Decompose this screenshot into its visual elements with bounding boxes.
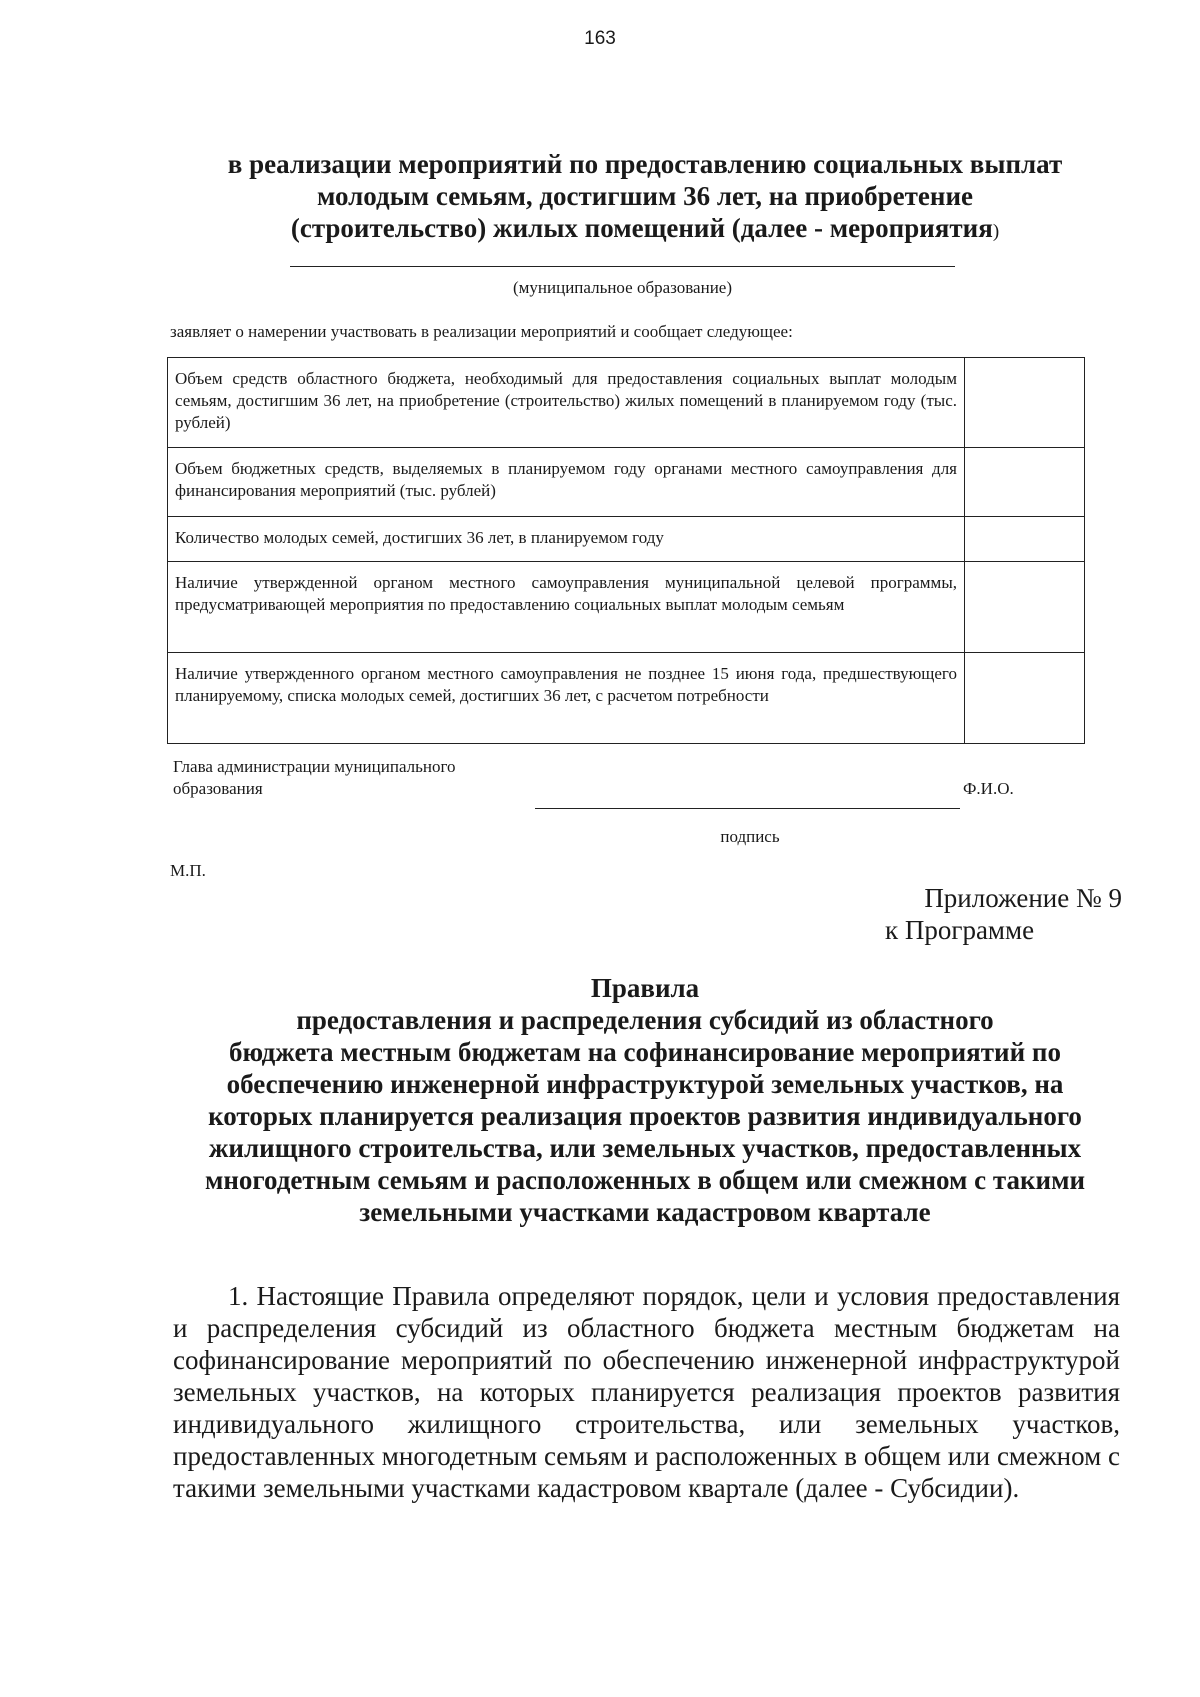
row-label: Объем средств областного бюджета, необходимый для предоставления социальных выплат молодым семьям, достигшим 36 лет, на приобретение (строительство) жилых помещений в планируемом году (тыс. рублей) — [168, 358, 965, 448]
signer-position — [173, 756, 456, 800]
stamp-label: М.П. — [170, 861, 206, 880]
row-value[interactable] — [965, 653, 1085, 744]
row-value[interactable] — [965, 448, 1085, 517]
signature-line[interactable] — [535, 808, 960, 809]
row-label: Количество молодых семей, достигших 36 лет, в планируемом году — [168, 517, 965, 562]
table-row — [168, 517, 1085, 562]
form-heading-line: (строительство) жилых помещений (далее - мероприятия) — [290, 213, 1000, 243]
signer-position-line: Глава администрации муниципального — [173, 757, 456, 776]
form-heading — [160, 148, 1130, 248]
row-label: Наличие утвержденной органом местного самоуправления муниципальной целевой программы, предусматривающей мероприятия по предоставлению социальных выплат молодым семьям — [168, 562, 965, 653]
rules-title-line: земельными участками кадастровом квартале — [359, 1197, 931, 1227]
paragraph-1: 1. Настоящие Правила определяют порядок, цели и условия предоставления и распределения субсидий из областного бюджета местным бюджетам на софинансирование мероприятий по обеспечению инженерной инфраструктурой земельных участков, на которых планируется реализация проектов развития индивидуального жилищного строительства, или земельных участков, предоставленных многодетным семьям и расположенных в общем или смежном с такими земельными участками кадастровом квартале (далее - Субсидии). — [173, 1281, 1120, 1503]
row-label: Наличие утвержденного органом местного самоуправления не позднее 15 июня года, предшествующего планируемому, списка молодых семей, достигших 36 лет, с расчетом потребности — [168, 653, 965, 744]
fio-label: Ф.И.О. — [963, 779, 1014, 798]
rules-title-line: Правила — [590, 973, 700, 1003]
appendix-number: Приложение № 9 — [924, 883, 1122, 913]
form-heading-tail: ) — [992, 221, 1000, 242]
form-heading-line: в реализации мероприятий по предоставлению социальных выплат — [227, 149, 1063, 179]
application-table — [167, 357, 1085, 744]
intro-line: заявляет о намерении участвовать в реализации мероприятий и сообщает следующее: — [170, 322, 793, 341]
appendix-program: к Программе — [885, 915, 1035, 945]
row-label: Объем бюджетных средств, выделяемых в планируемом году органами местного самоуправления для финансирования мероприятий (тыс. рублей) — [168, 448, 965, 517]
row-value[interactable] — [965, 562, 1085, 653]
row-value[interactable] — [965, 517, 1085, 562]
form-heading-line: молодым семьям, достигшим 36 лет, на приобретение — [316, 181, 973, 211]
rules-title-line: предоставления и распределения субсидий из областного — [296, 1005, 994, 1035]
signature-caption: подпись — [720, 827, 780, 846]
rules-title — [160, 972, 1130, 1228]
table-row — [168, 448, 1085, 517]
rules-title-line: жилищного строительства, или земельных участков, предоставленных — [208, 1133, 1082, 1163]
row-value[interactable] — [965, 358, 1085, 448]
page-number: 163 — [584, 28, 616, 49]
rules-title-line: бюджета местным бюджетам на софинансирование мероприятий по — [229, 1037, 1061, 1067]
signer-position-line: образования — [173, 779, 263, 798]
table-row — [168, 653, 1085, 744]
rules-title-line: которых планируется реализация проектов развития индивидуального — [208, 1101, 1082, 1131]
table-row — [168, 358, 1085, 448]
municipality-line — [290, 266, 955, 267]
rules-title-line: обеспечению инженерной инфраструктурой земельных участков, на — [226, 1069, 1064, 1099]
municipality-caption: (муниципальное образование) — [513, 278, 732, 297]
table-row — [168, 562, 1085, 653]
rules-title-line: многодетным семьям и расположенных в общем или смежном с такими — [204, 1165, 1086, 1195]
